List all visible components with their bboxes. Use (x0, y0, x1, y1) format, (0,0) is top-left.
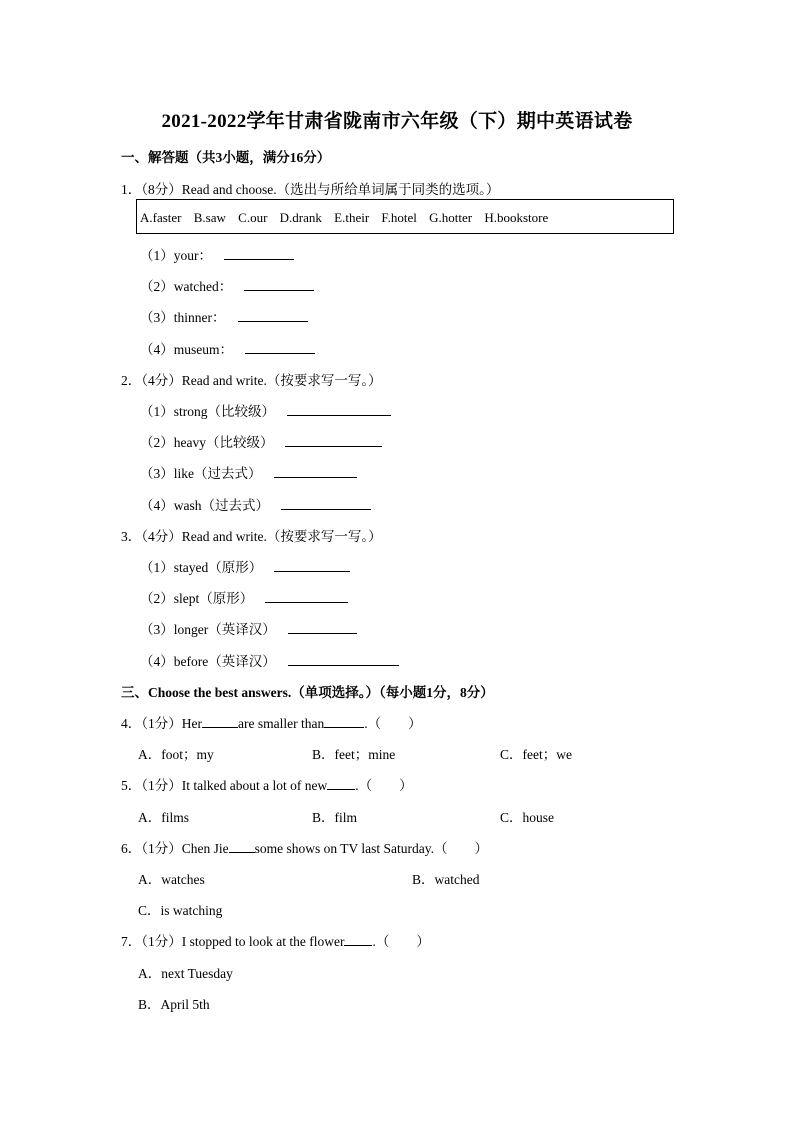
q4-option-c[interactable]: C．feet；we (500, 747, 572, 762)
answer-blank[interactable] (274, 465, 357, 478)
answer-blank[interactable] (245, 341, 315, 354)
answer-blank[interactable] (244, 278, 314, 291)
q6-option-b[interactable]: B．watched (412, 872, 480, 887)
answer-blank[interactable] (327, 777, 355, 790)
answer-blank[interactable] (344, 933, 372, 946)
q6-option-a[interactable]: A．watches (138, 872, 205, 887)
question-6-stem: 6．（1分）Chen Jie some shows on TV last Saturday.（ ） (121, 841, 488, 856)
q7-option-a[interactable]: A．next Tuesday (138, 966, 233, 981)
choice-f: F.hotel (381, 210, 417, 225)
q2-item-1: （1）strong（比较级） (140, 400, 391, 420)
q5-option-b[interactable]: B．film (312, 810, 358, 825)
answer-blank[interactable] (287, 403, 391, 416)
q1-item-1: （1）your： (140, 244, 294, 264)
q4-option-a[interactable]: A．foot；my (138, 747, 214, 762)
answer-blank[interactable] (224, 247, 294, 260)
section-heading-3: 三、Choose the best answers.（单项选择。）（每小题1分，8分） (121, 685, 494, 700)
q3-item-4: （4）before（英译汉） (140, 650, 399, 670)
section-heading-1: 一、解答题（共3小题，满分16分） (121, 150, 331, 165)
q5-option-a[interactable]: A．films (138, 810, 190, 825)
choice-g: G.hotter (429, 210, 473, 225)
q7-option-b[interactable]: B．April 5th (138, 997, 210, 1012)
question-2-stem: 2．（4分）Read and write.（按要求写一写。） (121, 373, 382, 388)
answer-blank[interactable] (229, 840, 255, 853)
choice-h: H.bookstore (484, 210, 549, 225)
answer-blank[interactable] (274, 559, 350, 572)
answer-blank[interactable] (285, 434, 382, 447)
question-3-stem: 3．（4分）Read and write.（按要求写一写。） (121, 529, 382, 544)
q6-option-c[interactable]: C．is watching (138, 903, 223, 918)
choice-b: B.saw (193, 210, 226, 225)
q3-item-2: （2）slept（原形） (140, 587, 348, 607)
answer-blank[interactable] (202, 715, 238, 728)
answer-blank[interactable] (288, 653, 399, 666)
choice-c: C.our (238, 210, 268, 225)
q2-item-4: （4）wash（过去式） (140, 494, 371, 514)
answer-blank[interactable] (265, 590, 348, 603)
choice-d: D.drank (279, 210, 322, 225)
word-choice-list (140, 210, 557, 226)
answer-blank[interactable] (238, 309, 308, 322)
q1-item-4: （4）museum： (140, 338, 315, 358)
q4-option-b[interactable]: B．feet；mine (312, 747, 396, 762)
question-5-stem: 5．（1分）It talked about a lot of new .（ ） (121, 778, 413, 793)
q2-item-3: （3）like（过去式） (140, 462, 357, 482)
page-title: 2021-2022学年甘肃省陇南市六年级（下）期中英语试卷 (161, 111, 633, 132)
question-1-stem: 1．（8分）Read and choose.（选出与所给单词属于同类的选项。） (121, 182, 500, 197)
q1-item-3: （3）thinner： (140, 306, 308, 326)
answer-blank[interactable] (281, 497, 371, 510)
question-7-stem: 7．（1分）I stopped to look at the flower .（ ） (121, 934, 430, 949)
q3-item-3: （3）longer（英译汉） (140, 618, 357, 638)
choice-a: A.faster (140, 210, 182, 225)
q2-item-2: （2）heavy（比较级） (140, 431, 382, 451)
answer-blank[interactable] (288, 621, 357, 634)
q5-option-c[interactable]: C．house (500, 810, 554, 825)
question-4-stem: 4．（1分）Her are smaller than .（ ） (121, 716, 422, 731)
answer-blank[interactable] (324, 715, 364, 728)
choice-e: E.their (334, 210, 370, 225)
q3-item-1: （1）stayed（原形） (140, 556, 350, 576)
q1-item-2: （2）watched： (140, 275, 314, 295)
